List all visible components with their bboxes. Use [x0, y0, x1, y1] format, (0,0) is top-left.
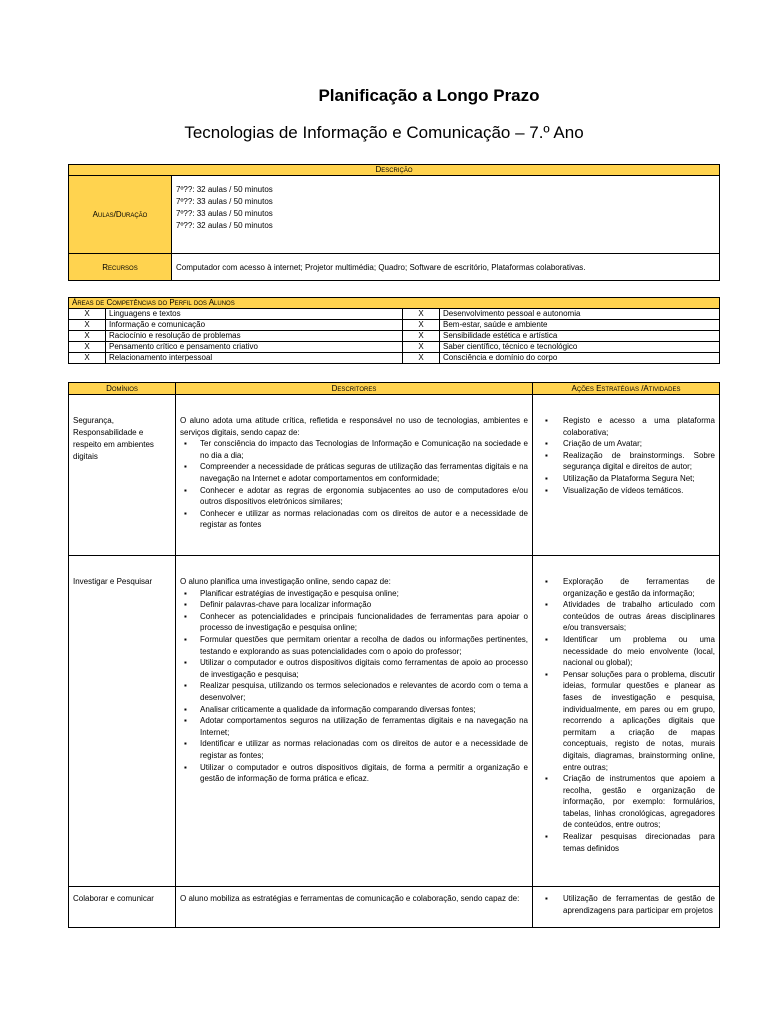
page-subtitle: Tecnologias de Informação e Comunicação – 7.º Ano [184, 123, 584, 142]
list-item: ▪ Conhecer e adotar as regras de ergonomia subjacentes ao uso de computadores e/ou outros dispositivos eletrónicos similares; [180, 485, 528, 508]
acoes-header: Ações Estratégias /Atividades [533, 383, 720, 395]
dominios-table [68, 382, 720, 928]
dominio-row [69, 887, 720, 928]
list-item: ▪ Utilizar o computador e outros dispositivos digitais como ferramentas de apoio ao processo de investigação e pesquisa; [180, 657, 528, 680]
competencia-area: Saber científico, técnico e tecnológico [440, 342, 720, 353]
list-item: ▪ Identificar e utilizar as normas relacionadas com os direitos de autor e a necessidade de registar as fontes; [180, 738, 528, 761]
list-item: ▪ Realização de brainstormings. Sobre segurança digital e direitos de autor; [537, 450, 715, 473]
competencia-mark: X [403, 331, 440, 342]
descritores-cell [176, 556, 533, 887]
dominio-name: Colaborar e comunicar [69, 887, 176, 928]
competencia-mark: X [403, 342, 440, 353]
list-item: ▪ Atividades de trabalho articulado com conteúdos de outras áreas disciplinares e/ou transversais; [537, 599, 715, 634]
list-item: ▪ Conhecer as potencialidades e principais funcionalidades de ferramentas para apoiar o processo de investigação e pesquisa online; [180, 611, 528, 634]
aulas-line: 7º??: 32 aulas / 50 minutos [176, 221, 273, 230]
competencia-mark: X [69, 320, 106, 331]
list-item: ▪ Planificar estratégias de investigação e pesquisa online; [180, 588, 528, 600]
dominio-row [69, 395, 720, 556]
competencia-area: Pensamento crítico e pensamento criativo [106, 342, 403, 353]
acoes-list [537, 576, 715, 854]
competencia-area: Bem-estar, saúde e ambiente [440, 320, 720, 331]
list-item: ▪ Compreender a necessidade de práticas seguras de utilização das ferramentas digitais e na navegação na Internet e adotar comportamentos em conformidade; [180, 461, 528, 484]
list-item: ▪ Identificar um problema ou uma necessidade do meio envolvente (local, nacional ou global); [537, 634, 715, 669]
competencia-area: Informação e comunicação [106, 320, 403, 331]
list-item: ▪ Utilização da Plataforma Segura Net; [537, 473, 715, 485]
descritores-list [180, 588, 528, 785]
acoes-cell [533, 556, 720, 887]
dominios-header: Domínios [69, 383, 176, 395]
list-item: ▪ Criação de um Avatar; [537, 438, 715, 450]
descritores-intro: O aluno planifica uma investigação online, sendo capaz de: [180, 577, 391, 586]
list-item: ▪ Utilizar o computador e outros dispositivos digitais, de forma a permitir a organização e gestão de informação de forma prática e eficaz. [180, 762, 528, 785]
descritores-cell [176, 395, 533, 556]
list-item: ▪ Utilização de ferramentas de gestão de aprendizagens para participar em projetos [537, 893, 715, 916]
aulas-line: 7º??: 33 aulas / 50 minutos [176, 197, 273, 206]
descritores-intro: O aluno adota uma atitude crítica, refletida e responsável no uso de tecnologias, ambientes e serviços digitais, sendo capaz de: [180, 416, 528, 437]
competencia-mark: X [69, 342, 106, 353]
list-item: ▪ Formular questões que permitam orientar a recolha de dados ou informações pertinentes, testando e explorando as suas potencialidades com o apoio do professor; [180, 634, 528, 657]
descritores-list [180, 438, 528, 531]
aulas-label: Aulas/Duração [69, 176, 172, 254]
competencia-row [69, 342, 720, 353]
competencia-mark: X [403, 353, 440, 364]
acoes-list [537, 893, 715, 916]
list-item: ▪ Criação de instrumentos que apoiem a recolha, gestão e organização de informação, por exemplo: formulários, tabelas, linhas cronológicas, agregadores de conteúdos, entre outros; [537, 773, 715, 831]
competencia-area: Desenvolvimento pessoal e autonomia [440, 309, 720, 320]
competencia-area: Sensibilidade estética e artística [440, 331, 720, 342]
list-item: ▪ Adotar comportamentos seguros na utilização de ferramentas digitais e na navegação na Internet; [180, 715, 528, 738]
aulas-line: 7º??: 33 aulas / 50 minutos [176, 209, 273, 218]
list-item: ▪ Visualização de vídeos temáticos. [537, 485, 715, 497]
competencia-area: Relacionamento interpessoal [106, 353, 403, 364]
competencias-header: Áreas de Competências do Perfil dos Alunos [69, 298, 720, 309]
competencia-mark: X [69, 353, 106, 364]
competencia-mark: X [403, 309, 440, 320]
list-item: ▪ Definir palavras-chave para localizar informação [180, 599, 528, 611]
acoes-cell [533, 887, 720, 928]
dominio-row [69, 556, 720, 887]
competencia-mark: X [69, 309, 106, 320]
competencia-row [69, 320, 720, 331]
dominio-name: Segurança, Responsabilidade e respeito em ambientes digitais [69, 395, 176, 556]
list-item: ▪ Realizar pesquisas direcionadas para temas definidos [537, 831, 715, 854]
dominio-name: Investigar e Pesquisar [69, 556, 176, 887]
list-item: ▪ Analisar criticamente a qualidade da informação comparando diversas fontes; [180, 704, 528, 716]
competencias-table [68, 297, 720, 364]
descritores-cell [176, 887, 533, 928]
descricao-header: Descrição [69, 165, 720, 176]
competencia-area: Raciocínio e resolução de problemas [106, 331, 403, 342]
list-item: ▪ Realizar pesquisa, utilizando os termos selecionados e relevantes de acordo com o tema a desenvolver; [180, 680, 528, 703]
list-item: ▪ Exploração de ferramentas de organização e gestão da informação; [537, 576, 715, 599]
recursos-value: Computador com acesso à internet; Projetor multimédia; Quadro; Software de escritório, Plataformas colaborativas. [172, 254, 720, 281]
descritores-header: Descritores [176, 383, 533, 395]
recursos-label: Recursos [69, 254, 172, 281]
acoes-cell [533, 395, 720, 556]
aulas-line: 7º??: 32 aulas / 50 minutos [176, 185, 273, 194]
competencia-row [69, 309, 720, 320]
competencia-mark: X [403, 320, 440, 331]
competencia-row [69, 353, 720, 364]
competencia-row [69, 331, 720, 342]
aulas-value [172, 176, 720, 254]
competencia-mark: X [69, 331, 106, 342]
page-title: Planificação a Longo Prazo [318, 86, 540, 105]
competencia-area: Consciência e domínio do corpo [440, 353, 720, 364]
list-item: ▪ Registo e acesso a uma plataforma colaborativa; [537, 415, 715, 438]
competencia-area: Linguagens e textos [106, 309, 403, 320]
acoes-list [537, 415, 715, 496]
descritores-intro: O aluno mobiliza as estratégias e ferramentas de comunicação e colaboração, sendo capaz de: [180, 894, 520, 903]
descricao-table [68, 164, 720, 281]
list-item: ▪ Ter consciência do impacto das Tecnologias de Informação e Comunicação na sociedade e no dia a dia; [180, 438, 528, 461]
list-item: ▪ Pensar soluções para o problema, discutir ideias, formular questões e planear as fases de investigação e pesquisa, individualmente, em pares ou em grupo, recorrendo a aplicações digitais que permitam a criação de mapas conceptuais, registo de notas, murais digitais, diagramas, brainstorming online, entre outras; [537, 669, 715, 773]
list-item: ▪ Conhecer e utilizar as normas relacionadas com os direitos de autor e a necessidade de registar as fontes [180, 508, 528, 531]
